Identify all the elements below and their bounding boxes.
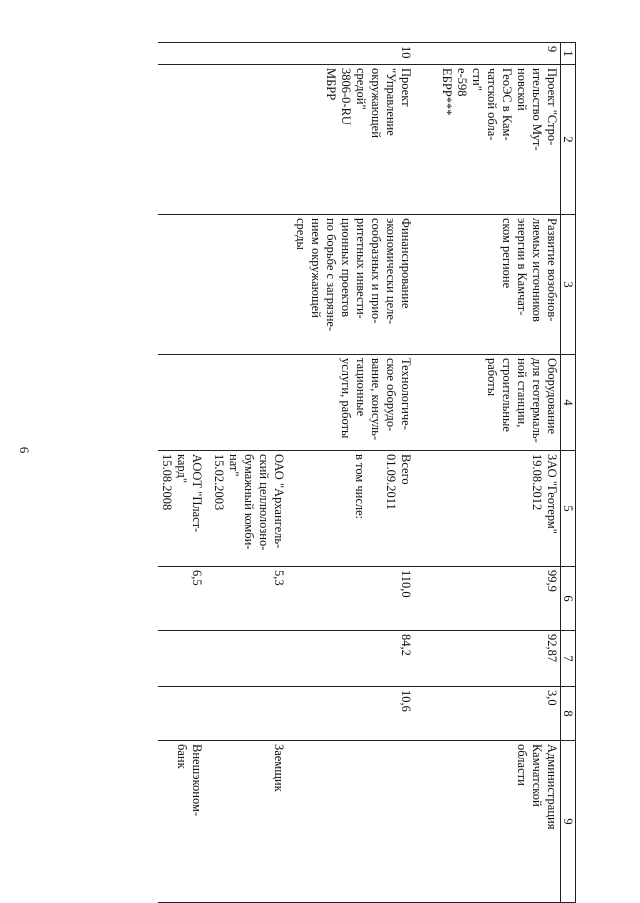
table-row <box>292 43 414 903</box>
page-number: 6 <box>17 446 32 454</box>
project-purpose: Финансирование экономически целе- сообразных и прио- ритетных инвести- ционных проектов по борьбе с загрязне- нием окружающей среды <box>292 215 414 355</box>
col-header-2: 2 <box>561 65 576 215</box>
borrower-date: ЗАО "Геотерм" 19.08.2012 <box>438 451 561 567</box>
cell-col7: 84,2 <box>292 631 414 687</box>
col-header-1: 1 <box>561 43 576 65</box>
project-name: Проект "Управление окружающей средой" 3806-0-RU МБРР <box>292 65 414 215</box>
sub-borrower: ОАО "Архангель- ский целлюлозно- бумажный комби- нат" 15.02.2003 <box>210 451 292 567</box>
table-subrow <box>158 43 210 903</box>
cell-col6: 110,0 <box>292 567 414 631</box>
table-row <box>438 43 561 903</box>
project-name: Проект "Стро- ительство Мут- новской ГеоЭС в Кам- чатской обла- сти" e-598 ЕБРР*** <box>438 65 561 215</box>
col-header-8: 8 <box>561 687 576 741</box>
sub-borrower: АООТ "Пласт- кард" 15.08.2008 <box>158 451 210 567</box>
goods-services: Технологиче- ское оборудо- вание, консуль- тационные услуги, работы <box>292 355 414 451</box>
cell-col9 <box>292 741 414 903</box>
including-label: в том числе: <box>353 454 367 520</box>
sub-col9: Внешэконом- банк <box>158 741 210 903</box>
project-purpose: Развитие возобнов- ляемых источников энергии в Камчат- ском регионе <box>438 215 561 355</box>
header-row <box>561 43 576 903</box>
col-header-7: 7 <box>561 631 576 687</box>
row-number: 9 <box>438 43 561 65</box>
row-spacer <box>414 43 438 903</box>
cell-col8: 3,0 <box>438 687 561 741</box>
credit-table <box>158 42 576 903</box>
cell-col9: Администрация Камчатской области <box>438 741 561 903</box>
cell-col7: 92,87 <box>438 631 561 687</box>
col-header-3: 3 <box>561 215 576 355</box>
borrower-date <box>292 451 414 567</box>
col-header-9: 9 <box>561 741 576 903</box>
col-header-4: 4 <box>561 355 576 451</box>
goods-services: Оборудование для геотермаль- ной станции, строительные работы <box>438 355 561 451</box>
row-number: 10 <box>292 43 414 65</box>
sub-col6: 5,3 <box>210 567 292 631</box>
cell-col8: 10,6 <box>292 687 414 741</box>
table-subrow <box>210 43 292 903</box>
col-header-6: 6 <box>561 567 576 631</box>
sub-col6: 6,5 <box>158 567 210 631</box>
borrower-total: Всего 01.09.2011 <box>384 454 413 510</box>
sub-col9: Заемщик <box>210 741 292 903</box>
col-header-5: 5 <box>561 451 576 567</box>
cell-col6: 99,9 <box>438 567 561 631</box>
rotated-table-wrapper <box>36 42 576 902</box>
